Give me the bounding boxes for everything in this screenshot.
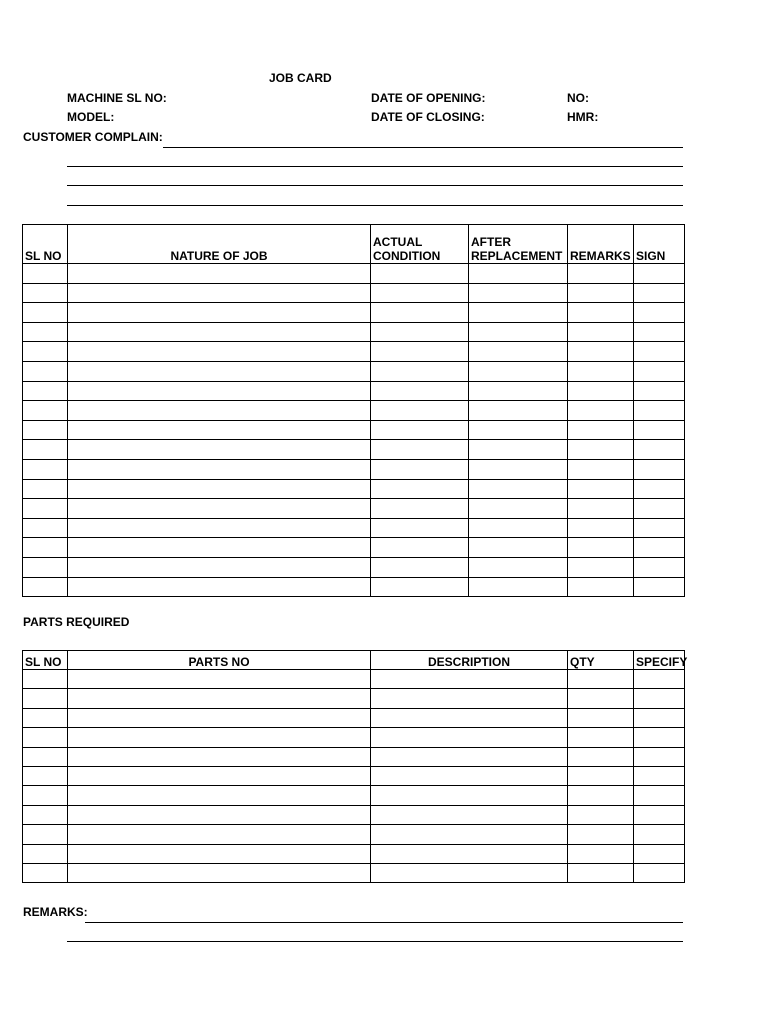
job-cell[interactable] (68, 518, 371, 538)
parts-cell[interactable] (568, 766, 634, 785)
job-cell[interactable] (68, 577, 371, 597)
job-cell[interactable] (68, 538, 371, 558)
job-cell[interactable] (634, 322, 685, 342)
col-after-replacement (469, 225, 568, 264)
job-cell[interactable] (634, 518, 685, 538)
job-cell[interactable] (371, 557, 469, 577)
job-cell[interactable] (23, 557, 68, 577)
job-cell[interactable] (68, 459, 371, 479)
job-cell[interactable] (371, 322, 469, 342)
job-table-header-row (23, 225, 685, 264)
job-table-row (23, 381, 685, 401)
job-cell[interactable] (568, 322, 634, 342)
job-table-row (23, 322, 685, 342)
job-cell[interactable] (68, 401, 371, 421)
job-cell[interactable] (371, 303, 469, 323)
job-cell[interactable] (23, 283, 68, 303)
job-cell[interactable] (568, 264, 634, 284)
parts-cell[interactable] (568, 805, 634, 824)
job-cell[interactable] (634, 499, 685, 519)
parts-cell[interactable] (371, 728, 568, 747)
job-cell[interactable] (68, 440, 371, 460)
job-cell[interactable] (469, 264, 568, 284)
job-cell[interactable] (23, 440, 68, 460)
job-cell[interactable] (568, 459, 634, 479)
parts-cell[interactable] (568, 670, 634, 689)
job-cell[interactable] (568, 538, 634, 558)
parts-cell[interactable] (371, 863, 568, 882)
job-table (22, 224, 685, 597)
parts-cell[interactable] (568, 747, 634, 766)
machine-sl-no-label: MACHINE SL NO: (67, 91, 167, 105)
job-table-row (23, 499, 685, 519)
job-cell[interactable] (68, 303, 371, 323)
job-table-row (23, 518, 685, 538)
job-cell[interactable] (469, 401, 568, 421)
job-cell[interactable] (469, 420, 568, 440)
job-cell[interactable] (68, 557, 371, 577)
remarks-label: REMARKS: (23, 905, 88, 919)
parts-cell[interactable] (23, 863, 68, 882)
parts-cell[interactable] (568, 689, 634, 708)
parts-cell[interactable] (634, 670, 685, 689)
parts-cell[interactable] (634, 689, 685, 708)
parts-cell[interactable] (23, 805, 68, 824)
parts-cell[interactable] (371, 786, 568, 805)
job-cell[interactable] (371, 459, 469, 479)
parts-table-row (23, 844, 685, 863)
job-cell[interactable] (371, 538, 469, 558)
job-cell[interactable] (371, 479, 469, 499)
parts-table-row (23, 747, 685, 766)
parts-cell[interactable] (371, 766, 568, 785)
parts-cell[interactable] (568, 844, 634, 863)
job-cell[interactable] (568, 381, 634, 401)
job-cell[interactable] (371, 342, 469, 362)
job-table-row (23, 577, 685, 597)
job-cell[interactable] (23, 518, 68, 538)
job-cell[interactable] (23, 361, 68, 381)
parts-cell[interactable] (371, 844, 568, 863)
job-table-row (23, 264, 685, 284)
job-cell[interactable] (469, 322, 568, 342)
job-cell[interactable] (568, 440, 634, 460)
job-cell[interactable] (568, 401, 634, 421)
parts-cell[interactable] (634, 805, 685, 824)
parts-table-row (23, 708, 685, 727)
parts-cell[interactable] (68, 805, 371, 824)
col-sl-no: SL NO (23, 225, 68, 264)
job-cell[interactable] (634, 420, 685, 440)
job-cell[interactable] (23, 264, 68, 284)
model-label: MODEL: (67, 110, 115, 124)
parts-cell[interactable] (23, 670, 68, 689)
job-table-row (23, 361, 685, 381)
job-cell[interactable] (469, 479, 568, 499)
parts-cell[interactable] (23, 708, 68, 727)
job-cell[interactable] (568, 557, 634, 577)
parts-cell[interactable] (568, 708, 634, 727)
job-cell[interactable] (469, 361, 568, 381)
col-specify: SPECIFY (634, 651, 685, 670)
parts-cell[interactable] (568, 728, 634, 747)
job-table-row (23, 459, 685, 479)
col-parts-no: PARTS NO (68, 651, 371, 670)
job-cell[interactable] (371, 264, 469, 284)
parts-cell[interactable] (634, 747, 685, 766)
parts-table-header-row (23, 651, 685, 670)
job-cell[interactable] (469, 499, 568, 519)
parts-cell[interactable] (634, 766, 685, 785)
job-cell[interactable] (568, 479, 634, 499)
col-after-line1: AFTER (471, 235, 511, 249)
parts-cell[interactable] (634, 786, 685, 805)
job-cell[interactable] (469, 459, 568, 479)
job-cell[interactable] (371, 381, 469, 401)
parts-cell[interactable] (568, 825, 634, 844)
col-after-line2: REPLACEMENT (471, 249, 563, 263)
parts-table-body (23, 670, 685, 883)
parts-cell[interactable] (68, 728, 371, 747)
job-table-row (23, 283, 685, 303)
parts-cell[interactable] (68, 708, 371, 727)
col-remarks: REMARKS (568, 225, 634, 264)
job-cell[interactable] (371, 361, 469, 381)
job-cell[interactable] (68, 499, 371, 519)
parts-cell[interactable] (568, 863, 634, 882)
col-nature-of-job: NATURE OF JOB (68, 225, 371, 264)
job-cell[interactable] (68, 420, 371, 440)
customer-complain-label: CUSTOMER COMPLAIN: (23, 130, 163, 144)
job-cell[interactable] (568, 342, 634, 362)
job-cell[interactable] (469, 440, 568, 460)
job-table-row (23, 401, 685, 421)
job-cell[interactable] (371, 499, 469, 519)
parts-cell[interactable] (634, 844, 685, 863)
parts-cell[interactable] (634, 708, 685, 727)
parts-cell[interactable] (371, 805, 568, 824)
col-sign: SIGN (634, 225, 685, 264)
job-cell[interactable] (469, 342, 568, 362)
job-table-row (23, 557, 685, 577)
parts-cell[interactable] (634, 825, 685, 844)
parts-table-row (23, 766, 685, 785)
parts-table-row (23, 670, 685, 689)
parts-cell[interactable] (371, 689, 568, 708)
parts-cell[interactable] (23, 728, 68, 747)
job-cell[interactable] (23, 401, 68, 421)
job-cell[interactable] (371, 420, 469, 440)
parts-table-row (23, 786, 685, 805)
job-cell[interactable] (634, 342, 685, 362)
job-cell[interactable] (469, 283, 568, 303)
parts-table-row (23, 825, 685, 844)
no-label: NO: (567, 91, 589, 105)
job-cell[interactable] (23, 420, 68, 440)
parts-table-row (23, 863, 685, 882)
job-cell[interactable] (371, 518, 469, 538)
job-table-body (23, 264, 685, 597)
col-actual-condition (371, 225, 469, 264)
parts-cell[interactable] (68, 689, 371, 708)
job-cell[interactable] (568, 283, 634, 303)
parts-cell[interactable] (371, 670, 568, 689)
parts-cell[interactable] (68, 786, 371, 805)
job-cell[interactable] (634, 538, 685, 558)
job-table-row (23, 420, 685, 440)
job-cell[interactable] (68, 361, 371, 381)
parts-cell[interactable] (68, 844, 371, 863)
job-cell[interactable] (23, 303, 68, 323)
job-cell[interactable] (68, 479, 371, 499)
job-cell[interactable] (634, 459, 685, 479)
job-cell[interactable] (568, 577, 634, 597)
parts-cell[interactable] (634, 863, 685, 882)
job-cell[interactable] (568, 303, 634, 323)
parts-cell[interactable] (23, 786, 68, 805)
remarks-line (85, 922, 683, 923)
job-cell[interactable] (23, 322, 68, 342)
col-qty: QTY (568, 651, 634, 670)
parts-cell[interactable] (23, 766, 68, 785)
job-cell[interactable] (568, 361, 634, 381)
job-cell[interactable] (371, 577, 469, 597)
complain-line (67, 205, 683, 206)
date-opening-label: DATE OF OPENING: (371, 91, 486, 105)
parts-table (22, 650, 688, 883)
job-cell[interactable] (68, 264, 371, 284)
job-cell[interactable] (634, 440, 685, 460)
parts-cell[interactable] (68, 670, 371, 689)
job-cell[interactable] (634, 303, 685, 323)
remarks-line (67, 941, 683, 942)
job-cell[interactable] (68, 283, 371, 303)
job-cell[interactable] (634, 361, 685, 381)
job-cell[interactable] (634, 479, 685, 499)
job-cell[interactable] (469, 577, 568, 597)
job-cell[interactable] (23, 381, 68, 401)
job-cell[interactable] (23, 577, 68, 597)
job-cell[interactable] (23, 499, 68, 519)
job-table-row (23, 538, 685, 558)
parts-cell[interactable] (68, 863, 371, 882)
hmr-label: HMR: (567, 110, 599, 124)
job-table-row (23, 440, 685, 460)
parts-cell[interactable] (634, 728, 685, 747)
job-cell[interactable] (23, 342, 68, 362)
parts-cell[interactable] (68, 766, 371, 785)
page-title: JOB CARD (269, 71, 332, 85)
job-table-row (23, 479, 685, 499)
job-cell[interactable] (371, 401, 469, 421)
job-cell[interactable] (469, 303, 568, 323)
parts-cell[interactable] (371, 708, 568, 727)
col-actual-line2: CONDITION (373, 249, 441, 263)
job-cell[interactable] (469, 518, 568, 538)
job-cell[interactable] (23, 459, 68, 479)
parts-cell[interactable] (68, 825, 371, 844)
job-cell[interactable] (634, 577, 685, 597)
parts-cell[interactable] (68, 747, 371, 766)
col-parts-sl-no: SL NO (23, 651, 68, 670)
parts-cell[interactable] (568, 786, 634, 805)
complain-line (67, 185, 683, 186)
job-cell[interactable] (371, 440, 469, 460)
parts-cell[interactable] (23, 689, 68, 708)
job-table-row (23, 303, 685, 323)
job-cell[interactable] (469, 381, 568, 401)
job-cell[interactable] (68, 322, 371, 342)
col-actual-line1: ACTUAL (373, 235, 423, 249)
complain-line (163, 147, 683, 148)
job-cell[interactable] (568, 420, 634, 440)
job-cell[interactable] (634, 381, 685, 401)
parts-table-row (23, 728, 685, 747)
job-cell[interactable] (469, 538, 568, 558)
job-cell[interactable] (68, 381, 371, 401)
job-cell[interactable] (634, 283, 685, 303)
parts-required-title: PARTS REQUIRED (23, 615, 130, 629)
parts-table-row (23, 805, 685, 824)
job-cell[interactable] (469, 557, 568, 577)
parts-cell[interactable] (371, 825, 568, 844)
parts-cell[interactable] (371, 747, 568, 766)
job-cell[interactable] (23, 479, 68, 499)
complain-line (67, 166, 683, 167)
job-cell[interactable] (68, 342, 371, 362)
job-cell[interactable] (634, 264, 685, 284)
date-closing-label: DATE OF CLOSING: (371, 110, 485, 124)
col-description: DESCRIPTION (371, 651, 568, 670)
job-cell[interactable] (568, 518, 634, 538)
parts-cell[interactable] (23, 825, 68, 844)
job-cell[interactable] (634, 401, 685, 421)
parts-cell[interactable] (23, 747, 68, 766)
parts-cell[interactable] (23, 844, 68, 863)
job-cell[interactable] (568, 499, 634, 519)
job-cell[interactable] (371, 283, 469, 303)
job-table-row (23, 342, 685, 362)
parts-table-row (23, 689, 685, 708)
job-cell[interactable] (634, 557, 685, 577)
job-cell[interactable] (23, 538, 68, 558)
